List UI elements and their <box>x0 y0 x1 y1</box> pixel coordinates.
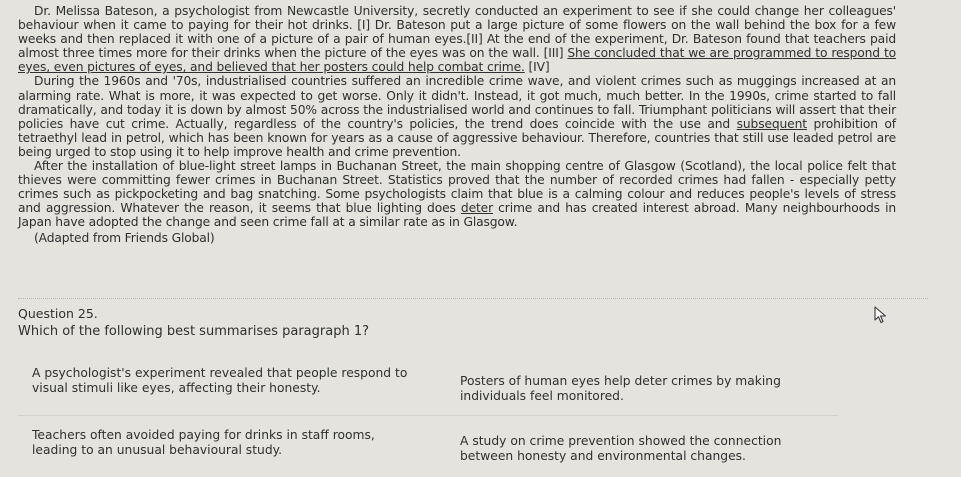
paragraph-3-text-end: crime and has created interest abroad. Many neighbourhoods in Japan have adopted the change and seen crime fall at a similar rate as in Glasgow. <box>18 201 896 230</box>
answer-option-a[interactable]: A psychologist's experiment revealed that people respond to visual stimuli like eyes, affecting their honesty. <box>32 366 408 395</box>
paragraph-1 <box>18 4 896 74</box>
answer-option-d[interactable]: A study on crime prevention showed the connection between honesty and environmental changes. <box>460 434 782 463</box>
paragraph-2 <box>18 74 896 159</box>
options-divider <box>18 415 838 416</box>
paragraph-1-text: Dr. Melissa Bateson, a psychologist from Newcastle University, secretly conducted an experiment to see if she could change her colleagues' behaviour when it came to paying for their hot drinks. [I] Dr. Bateson put a large picture of some flowers on the wall behind the box for a few weeks and then replaced it with one of a picture of a pair of human eyes.[II] At the end of the experiment, Dr. Bateson found that teachers paid almost three times more for their drinks when the picture of the eyes was on the wall. [III] <box>18 4 896 61</box>
answer-option-c[interactable]: Teachers often avoided paying for drinks in staff rooms, leading to an unusual behavioural study. <box>32 428 375 457</box>
passage-source: (Adapted from Friends Global) <box>34 230 215 245</box>
paragraph-3-underlined-word: deter <box>460 201 493 216</box>
mouse-pointer-icon <box>874 306 888 324</box>
section-divider <box>18 298 928 299</box>
answer-option-b[interactable]: Posters of human eyes help deter crimes by making individuals feel monitored. <box>460 374 781 403</box>
paragraph-2-text-end: prohibition of tetraethyl lead in petrol, which has been known for years as a cause of aggressive behaviour. Therefore, countries that still use leaded petrol are being urged to stop using it to help improve health and crime prevention. <box>18 116 896 159</box>
question-number: Question 25. <box>18 306 98 321</box>
paragraph-1-underlined-sentence: She concluded that we are programmed to respond to eyes, even pictures of eyes, and believed that her posters could help combat crime. <box>18 46 896 75</box>
paragraph-2-text-start: During the 1960s and '70s, industrialised countries suffered an incredible crime wave, and violent crimes such as muggings increased at an alarming rate. What is more, it was expected to get worse. Only it didn't. Instead, it got much, much better. In the 1990s, crime started to fall dramatically, and today it is down by almost 50% across the industrialised world and continues to fall. Triumphant politicians will assert that their policies have cut crime. Actually, regardless of the country's policies, the trend does coincide with the use and <box>18 74 896 131</box>
reading-passage <box>18 4 896 245</box>
question-prompt: Which of the following best summarises paragraph 1? <box>18 324 370 339</box>
paragraph-3-text-start: After the installation of blue-light street lamps in Buchanan Street, the main shopping centre of Glasgow (Scotland), the local police felt that thieves were committing fewer crimes in Buchanan Street. Statistics proved that the number of recorded crimes had fallen - especially petty crimes such as pickpocketing and bag snatching. Some psychologists claim that blue is a calming colour and reduces people's levels of stress and aggression. Whatever the reason, it seems that blue lighting does <box>18 159 896 216</box>
paragraph-2-underlined-word: subsequent <box>736 116 807 131</box>
paragraph-1-marker: [IV] <box>524 60 550 75</box>
paragraph-3 <box>18 159 896 229</box>
